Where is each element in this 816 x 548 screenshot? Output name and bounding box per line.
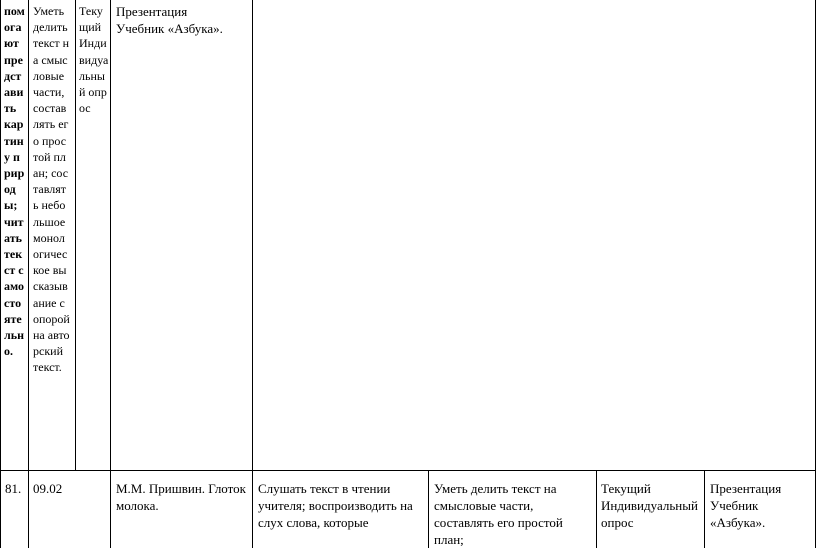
lesson-resources: Презентация Учебник «Азбука». xyxy=(710,481,782,530)
upper-cell-resources xyxy=(116,3,250,37)
resource-line: Презентация xyxy=(116,4,188,19)
lesson-date: 09.02 xyxy=(33,481,63,496)
table-border xyxy=(252,0,253,548)
row-divider xyxy=(0,470,816,471)
table-border xyxy=(110,0,111,548)
table-border xyxy=(596,470,597,548)
upper-cell-skills: Уметь делить текст на смысловые части, составлять его простой план; составлять небольшое монологическое высказывание с опорой на авторский текст. xyxy=(33,4,70,375)
resource-line: Учебник «Азбука». xyxy=(116,21,223,36)
lesson-control: Текущий Индивидуальный опрос xyxy=(601,481,698,530)
upper-cell-control: Текущий Индивидуальный опрос xyxy=(79,4,109,116)
table-border xyxy=(428,470,429,548)
upper-cell-description: помогают представить картину природы; читать текст самостоятельно. xyxy=(4,4,25,359)
table-border xyxy=(28,0,29,548)
table-border xyxy=(0,0,1,548)
table-border xyxy=(704,470,705,548)
lesson-activity: Слушать текст в чтении учителя; воспроизводить на слух слова, которые xyxy=(258,481,413,530)
lesson-topic: М.М. Пришвин. Глоток молока. xyxy=(116,481,246,513)
table-border xyxy=(75,0,76,470)
lesson-number: 81. xyxy=(5,481,22,496)
lesson-skills: Уметь делить текст на смысловые части, составлять его простой план; xyxy=(434,481,563,547)
